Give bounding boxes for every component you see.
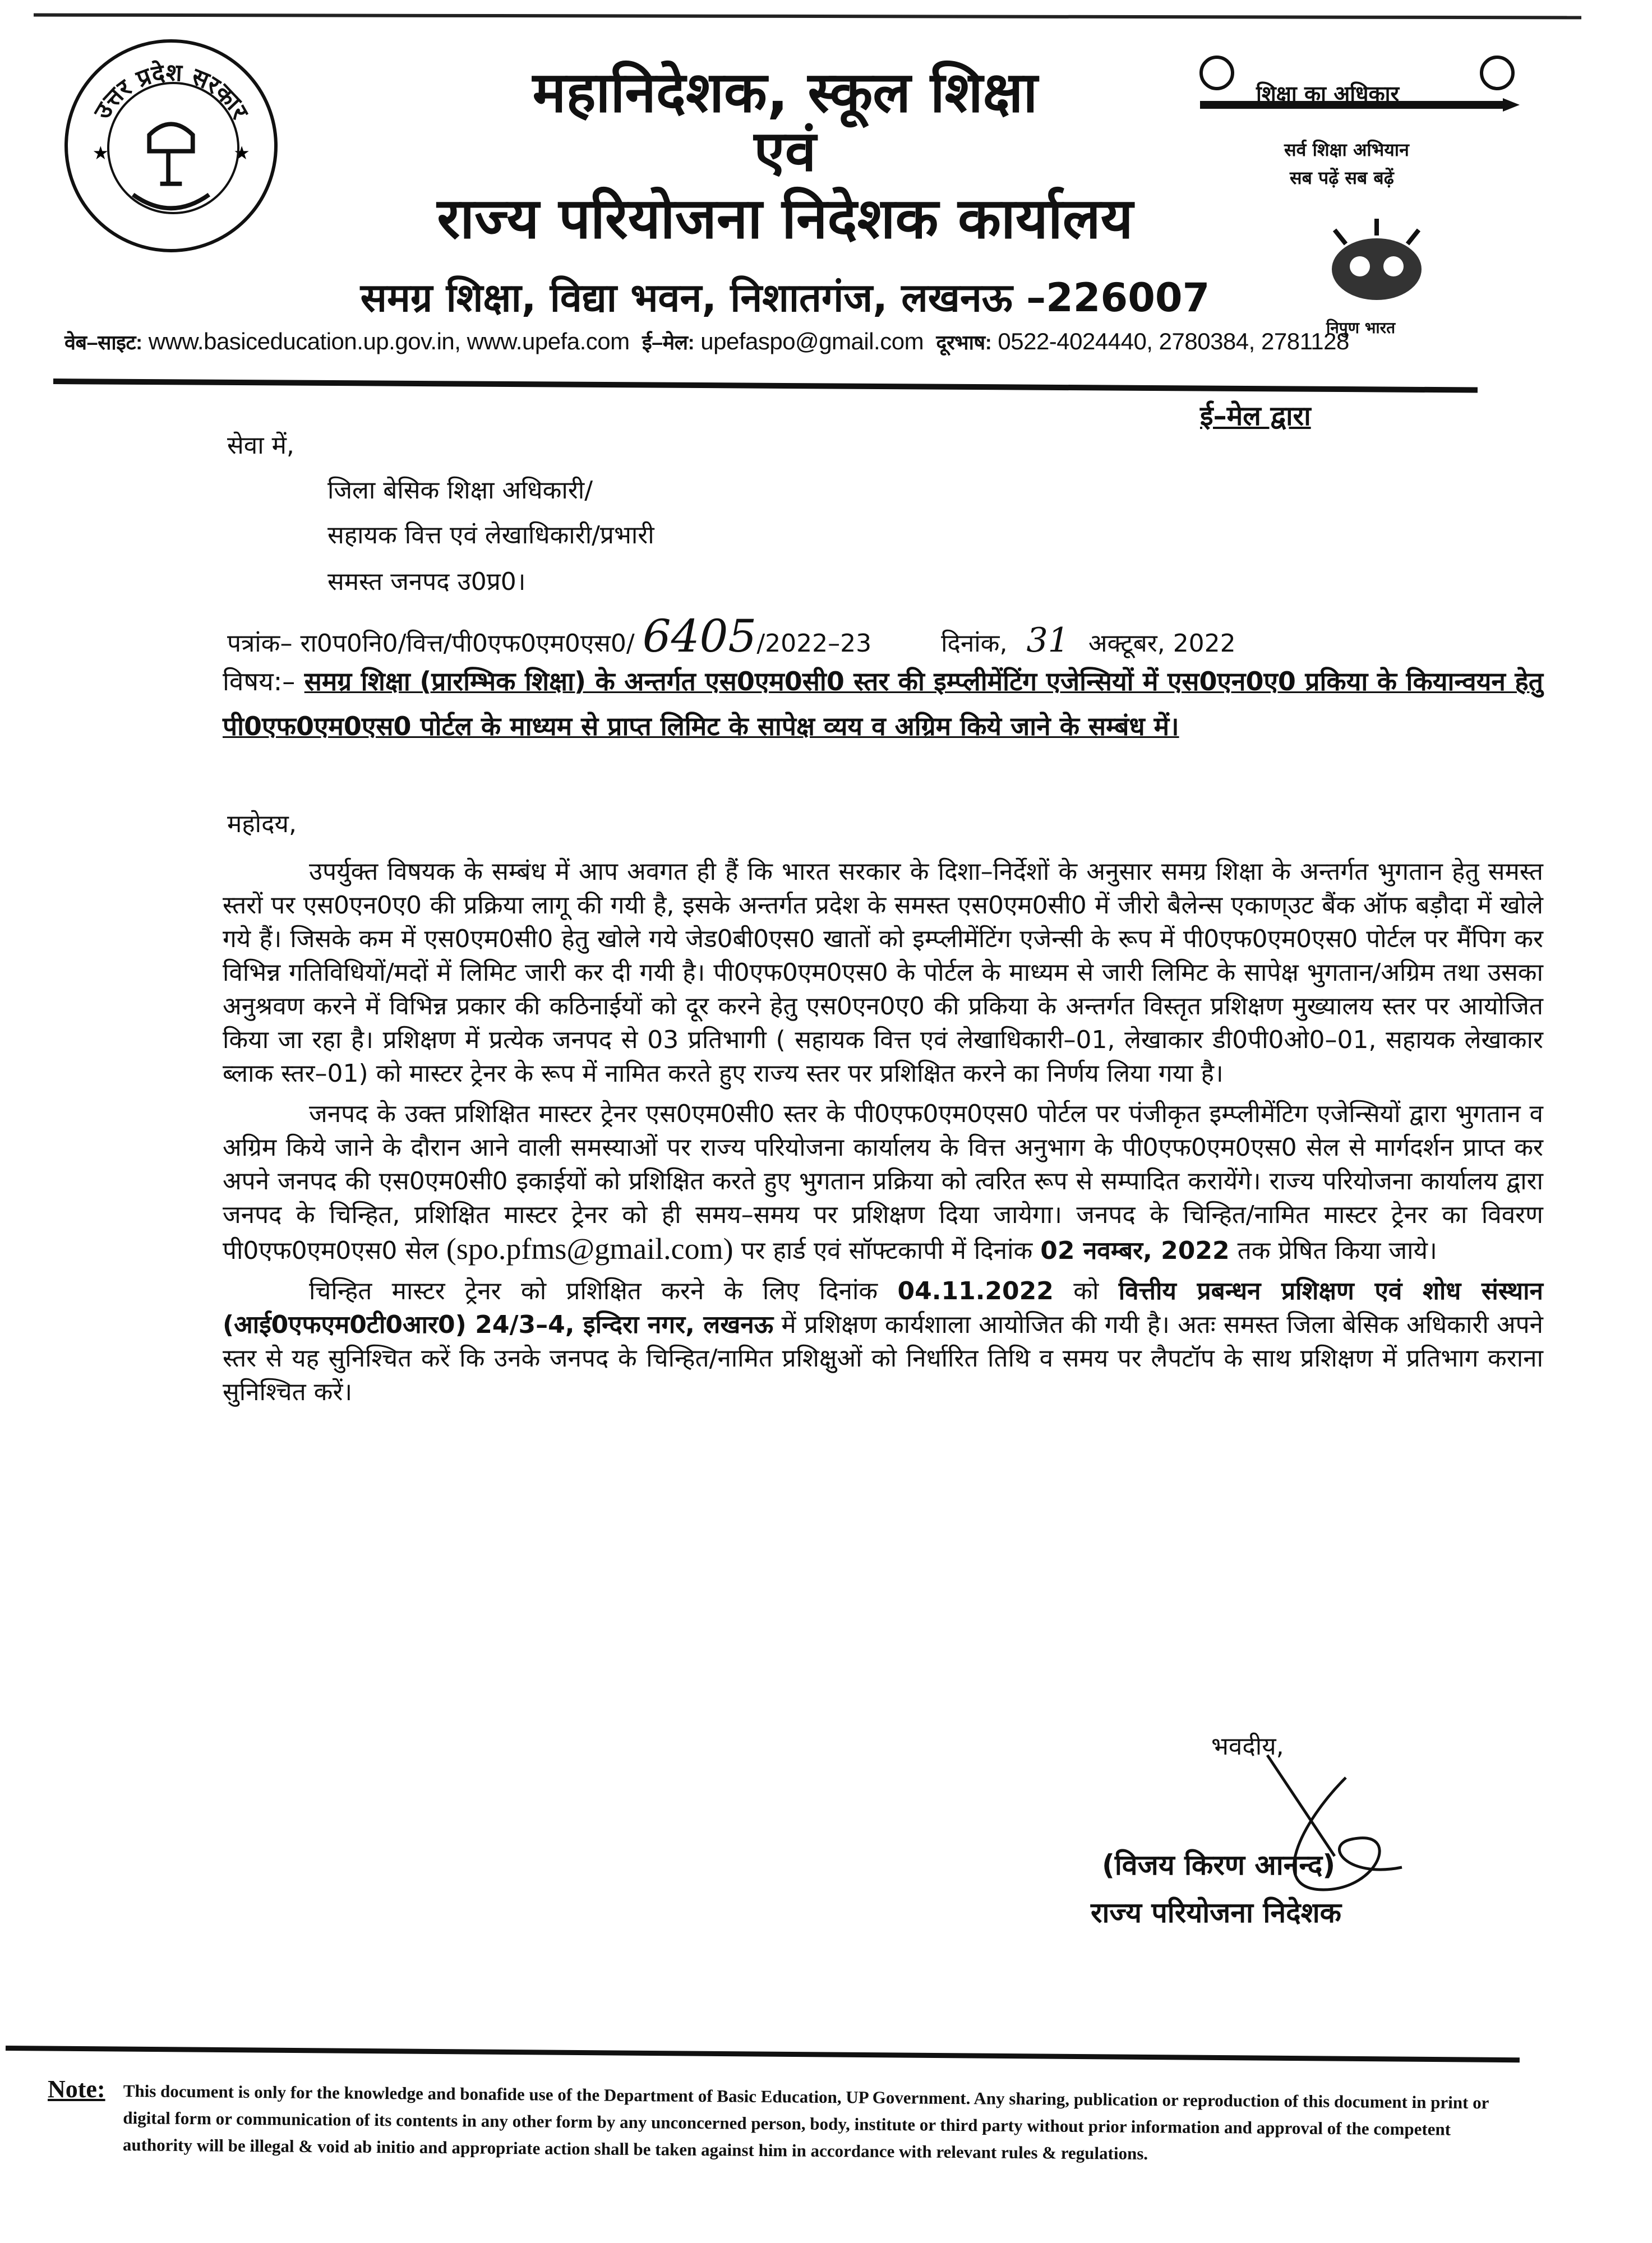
para2-text: पर हार्ड एवं सॉफ्टकापी में दिनांक [741,1236,1033,1265]
greeting: महोदय, [227,810,297,838]
ssa-line-2: सब पढ़ें सब बढ़ें [1290,167,1394,188]
email-label: ई–मेल: [642,331,695,354]
deadline-date: 02 नवम्बर, 2022 [1040,1236,1230,1265]
nipun-label: निपुण भारत [1326,319,1396,337]
phone-numbers: 0522-4024440, 2780384, 2781128 [998,328,1349,354]
reference-line [227,610,1236,662]
closing: भवदीय, [1211,1732,1284,1761]
office-address: समग्र शिक्षा, विद्या भवन, निशातगंज, लखनऊ –226007 [360,275,1210,321]
paragraph-2 [223,1097,1543,1268]
phone-label: दूरभाष: [936,331,992,354]
header-divider [53,379,1478,393]
nipun-bharat-logo-icon [1312,213,1441,308]
addressee-line: जिला बेसिक शिक्षा अधिकारी/ [327,476,593,505]
footer-divider [6,2046,1520,2062]
right-to-education-logo [1183,50,1520,123]
website-links[interactable]: www.basiceducation.up.gov.in, www.upefa.com [148,328,630,354]
svg-text:★: ★ [92,142,109,164]
salutation-to: सेवा में, [227,431,294,460]
rte-label: शिक्षा का अधिकार [1256,81,1400,106]
svg-text:★: ★ [233,142,250,164]
note-label: Note: [48,2075,105,2103]
subject-label: विषय:– [223,666,296,696]
contact-line [64,328,1349,356]
addressee-line: समस्त जनपद उ0प्र0। [327,567,526,596]
note-text: This document is only for the knowledge and bonafide use of the Department of Basic Education, UP Government. Any sharing, publication or reproduction of this document in print or digital form or communication of its contents in any other form by any unconcerned person, body, institute or third party without prior information and approval of the competent authority will be illegal & void ab initio and appropriate action shall be taken against him in accordance with relevant rules & regulations. [122,2080,1489,2163]
para3-text: में प्रशिक्षण कार्यशाला आयोजित की गयी है। अतः समस्त जिला बेसिक अधिकारी अपने स्तर से यह सुनिश्चित करें कि उनके जनपद के चिन्हित/नामित प्रशिक्षुओं को निर्धारित तिथि व समय पर लैपटॉप के साथ प्रशिक्षण में प्रतिभाग कराना सुनिश्चित करें। [223,1310,1543,1406]
para3-text: चिन्हित मास्टर ट्रेनर को प्रशिक्षित करने के लिए दिनांक [309,1277,878,1305]
signatory-title: राज्य परियोजना निदेशक [1091,1896,1342,1929]
title-line-3: राज्य परियोजना निदेशक कार्यालय [437,186,1133,251]
website-label: वेब–साइट: [64,331,142,354]
para2-text: जनपद के उक्त प्रशिक्षित मास्टर ट्रेनर एस0एम0सी0 स्तर के पी0एफ0एम0एस0 पोर्टल पर पंजीकृत इम्प्लीमेंटिग एजेन्सियों द्वारा भुगतान व अग्रिम किये जाने के दौरान आने वाली समस्याओं पर राज्य परियोजना कार्यालय के वित्त अनुभाग के पी0एफ0एम0एस0 सेल से मार्गदर्शन प्राप्त कर अपने जनपद की एस0एम0सी0 इकाईयों को प्रशिक्षित करते हुए भुगतान प्रक्रिया को त्वरित रूप से सम्पादित करायेंगे। राज्य परियोजना कार्यालय द्वारा जनपद के चिन्हित, प्रशिक्षित मास्टर ट्रेनर को ही समय–समय पर प्रशिक्षण दिया जायेगा। जनपद के चिन्हित/नामित मास्टर ट्रेनर का विवरण पी0एफ0एम0एस0 सेल [223,1100,1543,1265]
title-line-2: एवं [754,118,816,184]
ref-number-handwritten: 6405 [642,610,757,662]
svg-text:उत्तर प्रदेश सरकार: उत्तर प्रदेश सरकार [88,58,254,124]
para2-text: तक प्रेषित किया जाये। [1237,1236,1437,1265]
subject-text: समग्र शिक्षा (प्रारम्भिक शिक्षा) के अन्तर्गत एस0एम0सी0 स्तर की इम्प्लीमेंटिंग एजेन्सियों में एस0एन0ए0 प्रकिया के कियान्वयन हेतु पी0एफ0एम0एस0 पोर्टल के माध्यम से प्राप्त लिमिट के सापेक्ष व्यय व अग्रिम किये जाने के सम्बंध में। [223,666,1543,741]
top-border-line [34,13,1581,20]
ref-prefix: पत्रांक– रा0प0नि0/वित्त/पी0एफ0एम0एस0/ [227,629,635,658]
para3-text: को [1073,1277,1099,1305]
letter-body [223,855,1543,1409]
subject [223,659,1543,749]
ssa-line-1: सर्व शिक्षा अभियान [1284,139,1409,160]
paragraph-1: उपर्युक्त विषयक के सम्बंध में आप अवगत ही हैं कि भारत सरकार के दिशा–निर्देशों के अनुसार समग्र शिक्षा के अन्तर्गत भुगतान हेतु समस्त स्तरों पर एस0एन0ए0 की प्रक्रिया लागू की गयी है, इसके अन्तर्गत प्रदेश के समस्त एस0एम0सी0 में जीरो बैलेन्स एकाण्उट बैंक ऑफ बड़ौदा में खोले गये हैं। जिसके कम में एस0एम0सी0 हेतु खोले गये जेड0बी0एस0 खातों को इम्प्लीमेंटिंग एजेन्सी के रूप में पी0एफ0एम0एस0 पोर्टल पर मैंपिग कर विभिन्न गतिविधियों/मदों में लिमिट जारी कर दी गयी है। पी0एफ0एम0एस0 के पोर्टल के माध्यम से जारी लिमिट के सापेक्ष भुगतान/अग्रिम तथा उसका अनुश्रवण करने में विभिन्न प्रकार की कठिनाईयों को दूर करने हेतु एस0एन0ए0 की प्रकिया के अन्तर्गत विस्तृत प्रशिक्षण मुख्यालय स्तर पर आयोजित किया जा रहा है। प्रशिक्षण में प्रत्येक जनपद से 03 प्रतिभागी ( सहायक वित्त एवं लेखाधिकारी–01, लेखाकार डी0पी0ओ0–01, सहायक लेखाकार ब्लाक स्तर–01) को मास्टर ट्रेनर के रूप में नामित करते हुए राज्य स्तर पर प्रशिक्षित करने का निर्णय लिया गया है। [223,857,1543,1088]
title-line-1: महानिदेशक, स्कूल शिक्षा [532,59,1038,125]
date-day-handwritten: 31 [1026,621,1069,660]
signature-icon [1234,1744,1436,1912]
via-email: ई–मेल द्वारा [1200,400,1311,432]
pfms-email[interactable]: (spo.pfms@gmail.com) [446,1232,733,1266]
training-date: 04.11.2022 [897,1277,1054,1305]
addressee-line: सहायक वित्त एवं लेखाधिकारी/प्रभारी [327,521,654,550]
date-label: दिनांक, [941,629,1008,658]
ref-suffix: /2022–23 [756,629,872,658]
date-rest: अक्टूबर, 2022 [1088,629,1236,658]
paragraph-3 [223,1275,1543,1409]
up-government-emblem [64,39,278,252]
training-venue: वित्तीय प्रबन्धन प्रशिक्षण एवं शोध संस्थान (आई0एफएम0टी0आर0) 24/3–4, इन्दिरा नगर, लखनऊ [223,1277,1543,1339]
email-link[interactable]: upefaspo@gmail.com [700,328,924,354]
signatory-name: (विजय किरण आनन्द) [1102,1849,1336,1881]
